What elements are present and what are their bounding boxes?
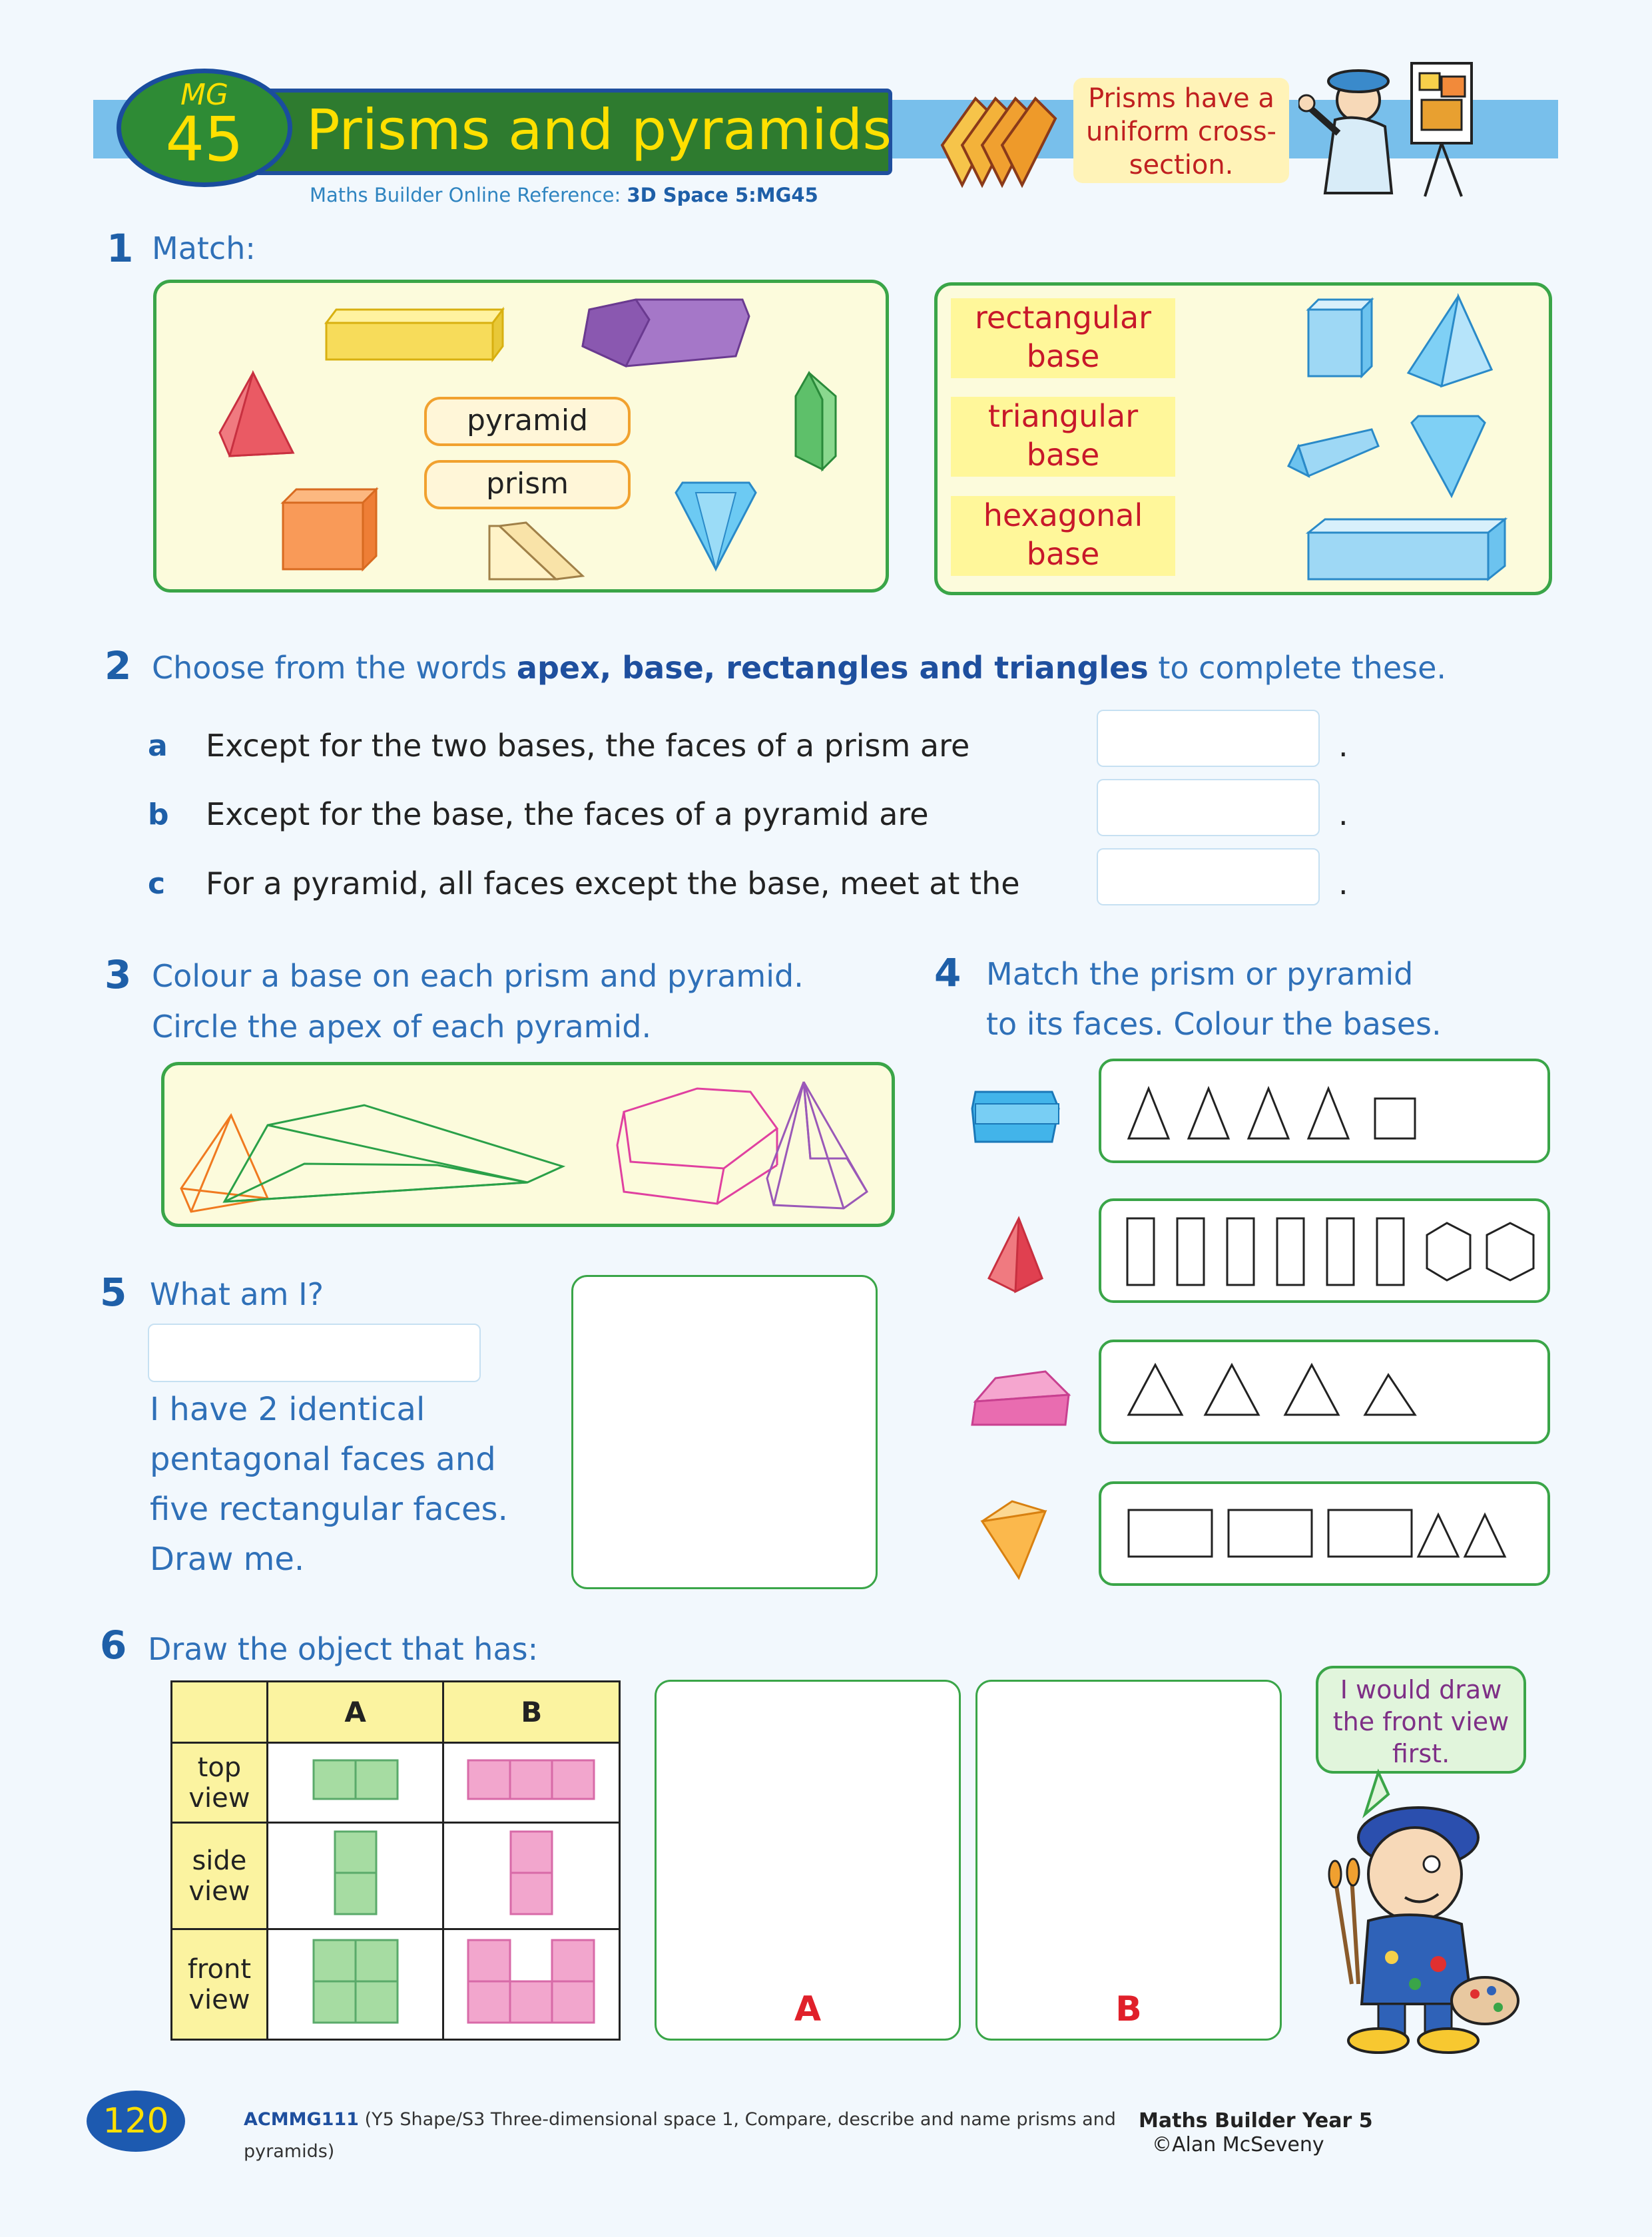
q1-label-prism: prism (424, 460, 631, 509)
q2c-period: . (1338, 866, 1348, 901)
q2a-letter: a (148, 729, 168, 763)
page-title: Prisms and pyramids (306, 97, 892, 162)
q1-number: 1 (107, 226, 134, 271)
curriculum-description: (Y5 Shape/S3 Three-dimensional space 1, Compare, describe and name prisms and pyramids) (244, 2109, 1116, 2162)
q5-clue: I have 2 identical pentagonal faces and five rectangular faces. Draw me. (150, 1391, 508, 1578)
q2-text-before: Choose from the words (152, 650, 507, 686)
q3-line2: Circle the apex of each pyramid. (152, 1009, 652, 1045)
q2a-period: . (1338, 728, 1348, 764)
prism-slices-illustration (936, 92, 1062, 192)
q6-a-side-view (267, 1823, 443, 1929)
q6-table-corner (172, 1682, 268, 1743)
q6-views-table (170, 1680, 621, 2041)
q4-faces-set-2 (1124, 1215, 1550, 1288)
q4-number: 4 (934, 950, 962, 995)
q2b-answer-input[interactable] (1097, 779, 1320, 836)
q5-title: What am I? (150, 1276, 324, 1312)
q2b-period: . (1338, 796, 1348, 832)
q6-a-front-view (267, 1929, 443, 2040)
q6-row-side-label: side view (172, 1823, 268, 1929)
q6-b-side-view (443, 1823, 620, 1929)
book-credit (1139, 2109, 1373, 2157)
q6-row-top-label: top view (172, 1743, 268, 1823)
q5-answer-input[interactable] (148, 1324, 481, 1382)
q3-number: 3 (105, 952, 132, 997)
q6-instruction: Draw the object that has: (148, 1631, 539, 1667)
q3-line1: Colour a base on each prism and pyramid. (152, 958, 804, 994)
q6-drawing-box-b[interactable] (975, 1680, 1282, 2041)
q6-box-b-label: B (1115, 1989, 1142, 2029)
q1-base-rectangular: rectangular base (951, 298, 1175, 378)
q2b-letter: b (148, 798, 169, 832)
topic-code-prefix: MG (180, 78, 229, 112)
painter-boy-cartoon (1305, 1764, 1525, 2057)
q5-drawing-box[interactable] (571, 1275, 878, 1589)
q1-instruction: Match: (152, 230, 256, 266)
q4-line2: to its faces. Colour the bases. (986, 1006, 1442, 1042)
q6-header-a: A (267, 1682, 443, 1743)
online-reference (310, 184, 818, 206)
q6-number: 6 (100, 1622, 127, 1668)
q6-row-front-label: front view (172, 1929, 268, 2040)
q6-a-top-view (267, 1743, 443, 1823)
q1-base-triangular: triangular base (951, 397, 1175, 477)
q2a-text: Except for the two bases, the faces of a prism are (206, 728, 970, 764)
q2b-text: Except for the base, the faces of a pyramid are (206, 796, 929, 832)
tip-note: Prisms have a uniform cross-section. (1073, 78, 1289, 183)
q1-bases-shapes (1285, 286, 1551, 593)
q2c-answer-input[interactable] (1097, 848, 1320, 905)
painter-cartoon (1298, 47, 1498, 200)
q4-line1: Match the prism or pyramid (986, 956, 1414, 992)
q1-label-pyramid: pyramid (424, 397, 631, 446)
q6-box-a-label: A (794, 1989, 822, 2029)
book-title: Maths Builder Year 5 (1139, 2109, 1373, 2132)
q3-shapes-outlines[interactable] (164, 1065, 892, 1224)
q2c-text: For a pyramid, all faces except the base, meet at the (206, 866, 1020, 901)
q1-base-hexagonal: hexagonal base (951, 496, 1175, 576)
q2a-answer-input[interactable] (1097, 710, 1320, 767)
q6-drawing-box-a[interactable] (655, 1680, 961, 2041)
q4-faces-set-4 (1125, 1505, 1525, 1561)
speech-bubble: I would draw the front view first. (1316, 1666, 1526, 1774)
q4-faces-set-3 (1125, 1362, 1432, 1421)
q6-b-front-view (443, 1929, 620, 2040)
q5-number: 5 (100, 1270, 127, 1315)
q2-word-list: apex, base, rectangles and triangles (516, 650, 1149, 686)
curriculum-code: ACMMG111 (244, 2109, 359, 2130)
page-number: 120 (87, 2091, 185, 2152)
copyright: ©Alan McSeveny (1152, 2133, 1324, 2156)
reference-label: Maths Builder Online Reference: (310, 184, 621, 206)
topic-code-number: 45 (165, 104, 244, 175)
q6-b-top-view (443, 1743, 620, 1823)
curriculum-reference (244, 2104, 1136, 2168)
q2-text-after: to complete these. (1158, 650, 1447, 686)
q2-number: 2 (105, 643, 132, 688)
q4-solid-icons[interactable] (969, 1079, 1075, 2237)
q6-header-b: B (443, 1682, 620, 1743)
q2-instruction (152, 648, 1446, 688)
q2c-letter: c (148, 867, 166, 901)
reference-value: 3D Space 5:MG45 (627, 184, 818, 206)
q4-faces-set-1 (1125, 1082, 1498, 1142)
